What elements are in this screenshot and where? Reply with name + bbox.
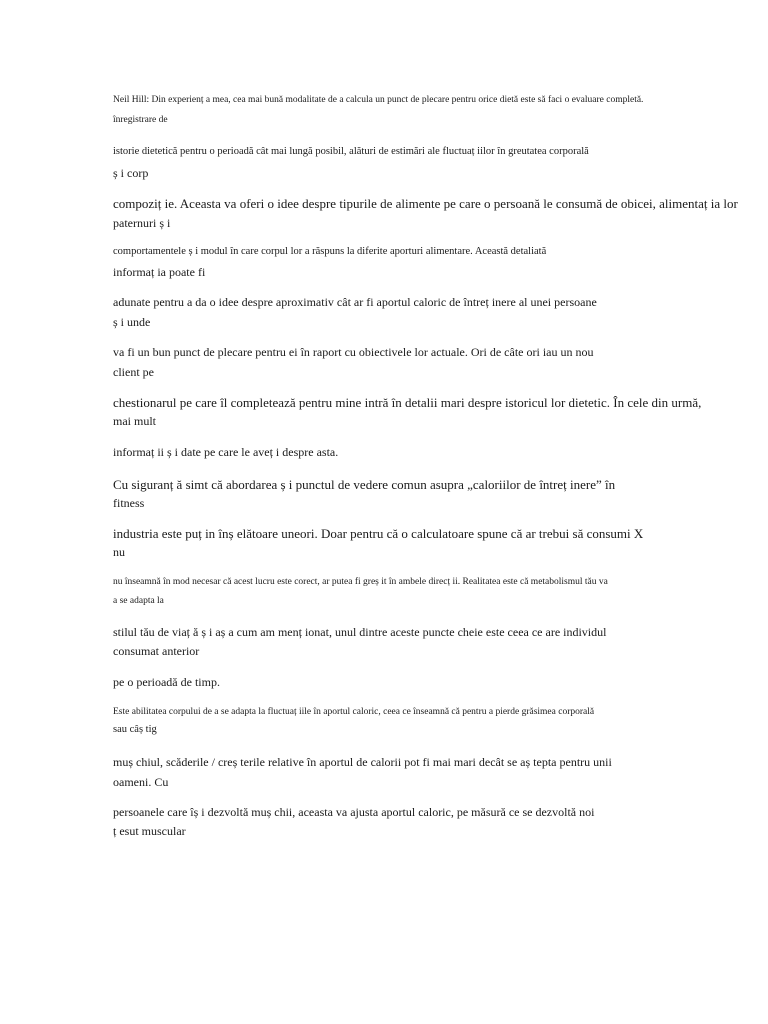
text-line: ș i unde (113, 315, 151, 329)
text-line: muș chiul, scăderile / creș terile relative în aportul de calorii pot fi mai mari decât se aș tepta pentru unii (113, 755, 612, 769)
text-line: Neil Hill: Din experienț a mea, cea mai bună modalitate de a calcula un punct de plecare pentru orice dietă este să faci o evaluare completă. (113, 95, 644, 105)
text-line: compoziț ie. Aceasta va oferi o idee despre tipurile de alimente pe care o persoană le consumă de obicei, alimentaț ia lor (113, 196, 738, 211)
text-line: client pe (113, 365, 154, 379)
text-line: persoanele care îș i dezvoltă muș chii, aceasta va ajusta aportul caloric, pe măsură ce se dezvoltă noi (113, 805, 595, 819)
text-line: istorie dietetică pentru o perioadă cât mai lungă posibil, alături de estimări ale fluctuaț iilor în greutatea corporală (113, 146, 589, 157)
text-line: paternuri ș i (113, 216, 171, 230)
text-line: mai mult (113, 414, 156, 428)
text-line: comportamentele ș i modul în care corpul lor a răspuns la diferite aporturi alimentare. Această detaliată (113, 246, 547, 257)
text-line: chestionarul pe care îl completează pentru mine intră în detalii mari despre istoricul lor dietetic. În cele din urmă, (113, 395, 702, 410)
text-line: consumat anterior (113, 644, 200, 658)
text-line: ț esut muscular (113, 824, 186, 838)
text-line: informaț ia poate fi (113, 265, 206, 279)
text-line: a se adapta la (113, 596, 164, 606)
text-line: informaț ii ș i date pe care le aveț i despre asta. (113, 445, 339, 459)
text-line: nu (113, 545, 125, 559)
text-line: stilul tău de viaț ă ș i aș a cum am menț ionat, unul dintre aceste puncte cheie este ceea ce are individul (113, 625, 607, 639)
text-line: ș i corp (113, 166, 149, 180)
text-line: fitness (113, 496, 145, 510)
text-line: industria este puț in înș elătoare uneori. Doar pentru că o calculatoare spune că ar trebui să consumi X (113, 526, 644, 541)
text-line: adunate pentru a da o idee despre aproximativ cât ar fi aportul caloric de întreț inere al unei persoane (113, 295, 597, 309)
text-line: oameni. Cu (113, 775, 169, 789)
text-line: Este abilitatea corpului de a se adapta la fluctuaț iile în aportul caloric, ceea ce înseamnă că pentru a pierde grăsimea corporală (113, 707, 595, 717)
text-line: va fi un bun punct de plecare pentru ei în raport cu obiectivele lor actuale. Ori de câte ori iau un nou (113, 345, 594, 359)
text-line: pe o perioadă de timp. (113, 675, 220, 689)
text-line: nu înseamnă în mod necesar că acest lucru este corect, ar putea fi greș it în ambele direcț ii. Realitatea este că metabolismul tău va (113, 577, 608, 587)
text-line: înregistrare de (113, 115, 168, 125)
text-line: Cu siguranț ă simt că abordarea ș i punctul de vedere comun asupra „caloriilor de întreț inere” în (113, 477, 616, 492)
text-line: sau câș tig (113, 724, 157, 735)
